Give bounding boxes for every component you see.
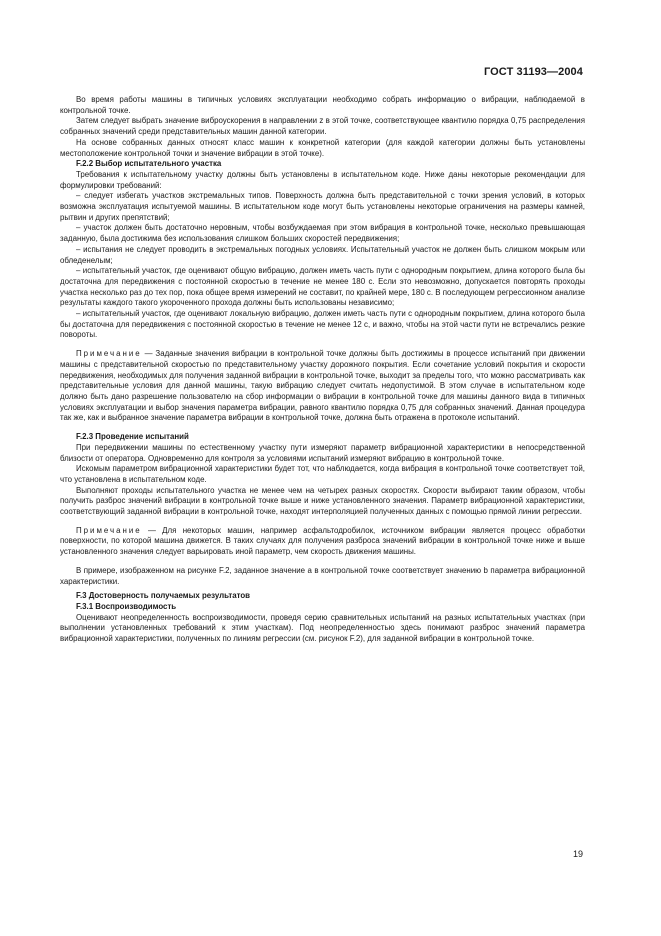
paragraph: При передвижении машины по естественному участку пути измеряют параметр вибрационной характеристики в непосредственной близости от оператора. Одновременно для контроля за условиями испытаний измеряют вибрацию в контрольной точке. [60, 442, 585, 463]
paragraph: Оценивают неопределенность воспроизводимости, проведя серию сравнительных испытаний на разных испытательных участках (при выполнении установленных требований к этим участкам). Под неопределенностью здесь понимают разброс значений параметра вибрационной характеристики, полученных по линиям регрессии (см. рисунок F.2), для заданной вибрации в контрольной точке. [60, 612, 585, 644]
section-heading-f31: F.3.1 Воспроизводимость [76, 601, 177, 611]
document-number: ГОСТ 31193—2004 [483, 66, 583, 78]
note-text: — Заданные значения вибрации в контрольной точке должны быть достижимы в процессе испытаний при движении машины с представительной скоростью по представительному участку дорожного покрытия. Если сочетание условий покрытия и скорости передвижения, необходимых для получения заданной вибрации в контрольной точке, выходит за пределы того, что можно рассматривать как представительные условия для данной машины, такую вибрацию следует считать недопустимой. В этом случае в испытательном коде должно быть дано разрешение пользователю на сбор информации о вибрации в контрольной точке для машины данного вида в типичных условиях эксплуатации и выбор значения параметра вибрации, равного квантилю порядка 0,75 для собранных значений. Данная процедура так же, как и выбранное значение параметра вибрации в контрольной точке, должна быть отражена в протоколе испытаний. [60, 349, 585, 423]
list-item: – следует избегать участков экстремальных типов. Поверхность должна быть представительной с точки зрения условий, в которых возможна эксплуатация испытуемой машины. В испытательном коде могут быть установлены некоторые ограничения на размеры камней, рытвин и других препятствий; [60, 191, 585, 222]
paragraph: Во время работы машины в типичных условиях эксплуатации необходимо собрать информацию о вибрации, наблюдаемой в контрольной точке. [60, 95, 585, 115]
section-heading-f22: F.2.2 Выбор испытательного участка [76, 159, 222, 169]
note-f22 [60, 349, 585, 424]
paragraph: Затем следует выбрать значение виброускорения в направлении z в этой точке, соответствующее квантилю порядка 0,75 распределения собранных значений среди представительных машин данной категории. [60, 116, 585, 137]
note-text: — Для некоторых машин, например асфальтодробилок, источником вибрации является процесс обработки поверхности, по которой машина движется. В таких случаях для получения разброса значений вибрации в контрольной точке ниже и выше установленного значения следует варьировать иной параметр, чем скорость движения машины. [60, 525, 585, 557]
list-item: – испытания не следует проводить в экстремальных погодных условиях. Испытательный участок не должен быть слишком мокрым или обледенелым; [60, 244, 585, 265]
note-label: Примечание [76, 525, 142, 535]
paragraph: Искомым параметром вибрационной характеристики будет тот, что наблюдается, когда вибрация в контрольной точке соответствует той, что установлена в испытательном коде. [60, 464, 585, 484]
list-item: – испытательный участок, где оценивают общую вибрацию, должен иметь часть пути с однородным покрытием, длина которого была бы достаточна для передвижения с постоянной скоростью в течение не менее 180 с. Если это невозможно, допускается повторять проходы участка несколько раз до тех пор, пока общее время измерений не составит, по крайней мере, 180 с. В последующем регрессионном анализе результаты каждого такого укороченного прохода должны быть использованы независимо; [60, 266, 585, 308]
section-heading-f3: F.3 Достоверность получаемых результатов [76, 591, 251, 601]
section-heading-f23: F.2.3 Проведение испытаний [76, 432, 189, 442]
document-body [60, 95, 585, 645]
list-item: – испытательный участок, где оценивают локальную вибрацию, должен иметь часть пути с однородным покрытием, длина которого была бы достаточна для передвижения с постоянной скоростью в течение не менее 12 с, и важно, чтобы на этой части пути не встречались резкие повороты. [60, 309, 585, 340]
note-f23 [60, 526, 585, 558]
page-number: 19 [572, 849, 583, 859]
paragraph: Выполняют проходы испытательного участка не менее чем на четырех разных скоростях. Скорости выбирают таким образом, чтобы получить разброс значений вибрации в контрольной точке выше и ниже установленного значения. Параметр вибрационной характеристики, соответствующий заданной вибрации в контрольной точке, находят интерполяцией полученных данных с помощью прямой линии регрессии. [60, 485, 585, 517]
paragraph: Требования к испытательному участку должны быть установлены в испытательном коде. Ниже даны некоторые рекомендации для формулировки требований: [60, 169, 585, 190]
note-label: Примечание [76, 349, 142, 359]
example-paragraph: В примере, изображенном на рисунке F.2, заданное значение a в контрольной точке соответствует значению b параметра вибрационной характеристики. [60, 565, 585, 586]
list-item: – участок должен быть достаточно неровным, чтобы возбуждаемая при этом вибрация в контрольной точке, несколько превышающая заданную, была достижима без использования слишком больших скоростей передвижения; [60, 223, 585, 244]
paragraph: На основе собранных данных относят класс машин к конкретной категории (для каждой категории должны быть установлены местоположение контрольной точки и значение вибрации в этой точке). [60, 137, 585, 158]
